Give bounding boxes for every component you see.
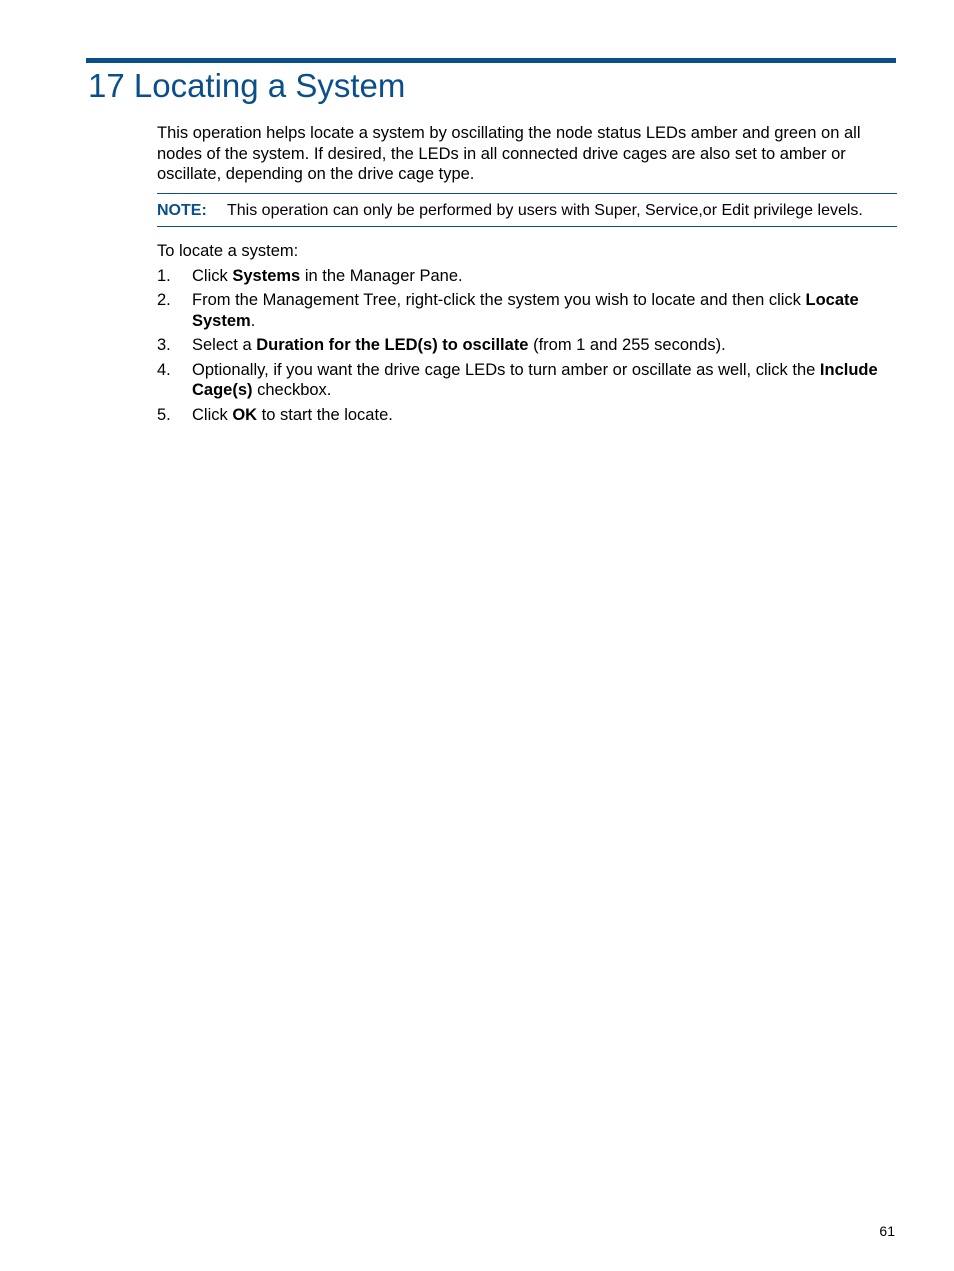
step-item xyxy=(157,290,897,331)
step-text-before: From the Management Tree, right-click the system you wish to locate and then click xyxy=(192,291,806,309)
step-number: 4. xyxy=(157,360,171,379)
step-text-after: (from 1 and 255 seconds). xyxy=(528,336,726,354)
step-text-before: Select a xyxy=(192,336,257,354)
chapter-content xyxy=(157,123,897,429)
procedure-lead: To locate a system: xyxy=(157,242,299,260)
step-text xyxy=(192,266,897,287)
step-text-before: Click xyxy=(192,405,233,424)
step-number: 5. xyxy=(157,405,171,424)
intro-paragraph: This operation helps locate a system by oscillating the node status LEDs amber and green on all nodes of the system. If desired, the LEDs in all connected drive cages are also set to amber or oscillate, depending on the drive cage type. xyxy=(157,124,861,183)
chapter-top-rule xyxy=(86,58,896,63)
step-ui-term: Include Cage(s) xyxy=(192,360,878,399)
step-text xyxy=(192,290,897,331)
step-text xyxy=(192,335,897,356)
page-number: 61 xyxy=(879,1223,895,1239)
step-ui-term: Systems xyxy=(232,266,301,285)
step-number: 2. xyxy=(157,291,171,309)
note-label: NOTE: xyxy=(157,201,207,219)
step-item xyxy=(157,360,897,401)
step-text-after: to start the locate. xyxy=(257,405,393,424)
step-text-before: Click xyxy=(192,266,233,285)
step-text xyxy=(192,360,897,401)
step-item xyxy=(157,266,897,287)
step-item xyxy=(157,405,897,426)
step-text xyxy=(192,405,897,426)
procedure-steps xyxy=(157,266,897,426)
note-text: This operation can only be performed by users with Super, Service,or Edit privilege levels. xyxy=(227,201,863,219)
step-item xyxy=(157,335,897,356)
step-text-after: . xyxy=(250,311,256,330)
step-ui-term: Locate System xyxy=(192,291,859,330)
step-number: 3. xyxy=(157,336,171,354)
step-ui-term: OK xyxy=(232,405,258,424)
chapter-title: 17 Locating a System xyxy=(88,67,406,104)
step-number: 1. xyxy=(157,266,171,285)
note-box xyxy=(157,193,897,228)
step-ui-term: Duration for the LED(s) to oscillate xyxy=(256,336,529,354)
step-text-after: in the Manager Pane. xyxy=(300,266,463,285)
step-text-after: checkbox. xyxy=(252,381,332,399)
step-text-before: Optionally, if you want the drive cage LEDs to turn amber or oscillate as well, click the xyxy=(192,360,820,379)
